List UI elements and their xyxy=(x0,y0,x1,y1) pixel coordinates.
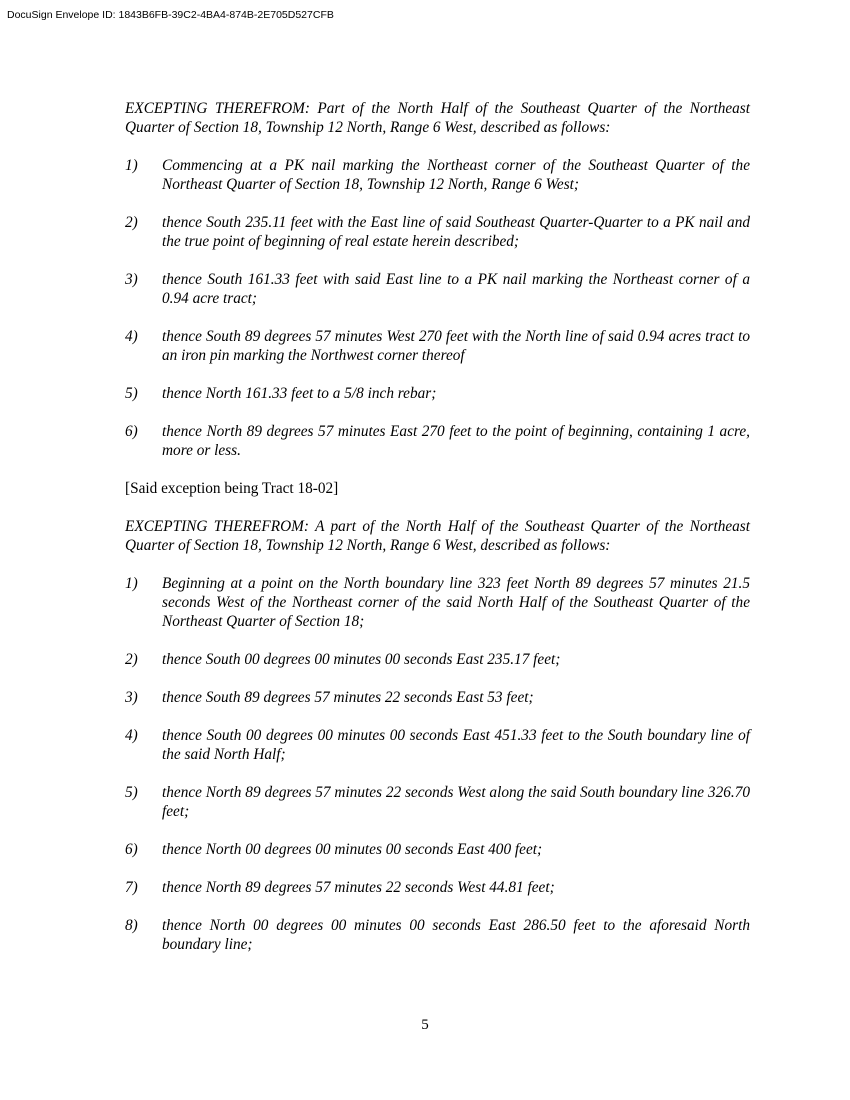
item-text: Commencing at a PK nail marking the Northeast corner of the Southeast Quarter of the Northeast Quarter of Section 18, Township 12 North, Range 6 West; xyxy=(162,157,750,193)
item-number: 5) xyxy=(125,784,138,801)
section-2-item-1 xyxy=(125,574,750,631)
section-1-item-2 xyxy=(125,213,750,251)
section-1-item-6 xyxy=(125,422,750,460)
tract-note: [Said exception being Tract 18-02] xyxy=(125,480,339,497)
item-text: thence North 00 degrees 00 minutes 00 seconds East 400 feet; xyxy=(162,841,543,858)
item-text: thence South 89 degrees 57 minutes West 270 feet with the North line of said 0.94 acres tract to an iron pin marking the Northwest corner thereof xyxy=(162,328,750,364)
section-2-item-4 xyxy=(125,726,750,764)
item-text: thence South 235.11 feet with the East line of said Southeast Quarter-Quarter to a PK nail and the true point of beginning of real estate herein described; xyxy=(162,214,750,250)
item-number: 3) xyxy=(125,271,138,288)
item-text: thence North 89 degrees 57 minutes 22 seconds West along the said South boundary line 326.70 feet; xyxy=(162,784,750,820)
item-text: thence South 00 degrees 00 minutes 00 seconds East 235.17 feet; xyxy=(162,651,561,668)
item-text: thence South 161.33 feet with said East line to a PK nail marking the Northeast corner of a 0.94 acre tract; xyxy=(162,271,750,307)
item-number: 6) xyxy=(125,841,138,858)
item-text: thence South 89 degrees 57 minutes 22 seconds East 53 feet; xyxy=(162,689,534,706)
item-text: thence South 00 degrees 00 minutes 00 seconds East 451.33 feet to the South boundary line of the said North Half; xyxy=(162,727,750,763)
section-2-item-8 xyxy=(125,916,750,954)
item-text: thence North 89 degrees 57 minutes 22 seconds West 44.81 feet; xyxy=(162,879,555,896)
item-number: 7) xyxy=(125,879,138,896)
item-text: thence North 89 degrees 57 minutes East 270 feet to the point of beginning, containing 1 acre, more or less. xyxy=(162,423,750,459)
section-2-item-6 xyxy=(125,840,750,859)
section-2-intro: EXCEPTING THEREFROM: A part of the North Half of the Southeast Quarter of the Northeast Quarter of Section 18, Township 12 North, Range 6 West, described as follows: xyxy=(125,518,750,554)
item-number: 8) xyxy=(125,917,138,934)
section-1-intro: EXCEPTING THEREFROM: Part of the North Half of the Southeast Quarter of the Northeast Quarter of Section 18, Township 12 North, Range 6 West, described as follows: xyxy=(125,100,750,136)
section-1-item-4 xyxy=(125,327,750,365)
section-2-item-5 xyxy=(125,783,750,821)
item-number: 6) xyxy=(125,423,138,440)
item-text: thence North 161.33 feet to a 5/8 inch rebar; xyxy=(162,385,437,402)
section-1-item-3 xyxy=(125,270,750,308)
item-number: 4) xyxy=(125,727,138,744)
section-1-item-1 xyxy=(125,156,750,194)
item-number: 4) xyxy=(125,328,138,345)
section-2-item-3 xyxy=(125,688,750,707)
section-1-item-5 xyxy=(125,384,750,403)
item-text: Beginning at a point on the North boundary line 323 feet North 89 degrees 57 minutes 21.5 seconds West of the Northeast corner of the said North Half of the Southeast Quarter of the Northeast Quarter of Section 18; xyxy=(162,575,750,630)
docusign-envelope-id: DocuSign Envelope ID: 1843B6FB-39C2-4BA4-874B-2E705D527CFB xyxy=(7,9,334,21)
item-number: 1) xyxy=(125,575,138,592)
item-number: 5) xyxy=(125,385,138,402)
item-text: thence North 00 degrees 00 minutes 00 seconds East 286.50 feet to the aforesaid North boundary line; xyxy=(162,917,750,953)
document-body xyxy=(125,99,750,973)
section-2-item-2 xyxy=(125,650,750,669)
section-2-item-7 xyxy=(125,878,750,897)
item-number: 1) xyxy=(125,157,138,174)
page-number: 5 xyxy=(421,1017,429,1033)
item-number: 2) xyxy=(125,651,138,668)
item-number: 3) xyxy=(125,689,138,706)
item-number: 2) xyxy=(125,214,138,231)
